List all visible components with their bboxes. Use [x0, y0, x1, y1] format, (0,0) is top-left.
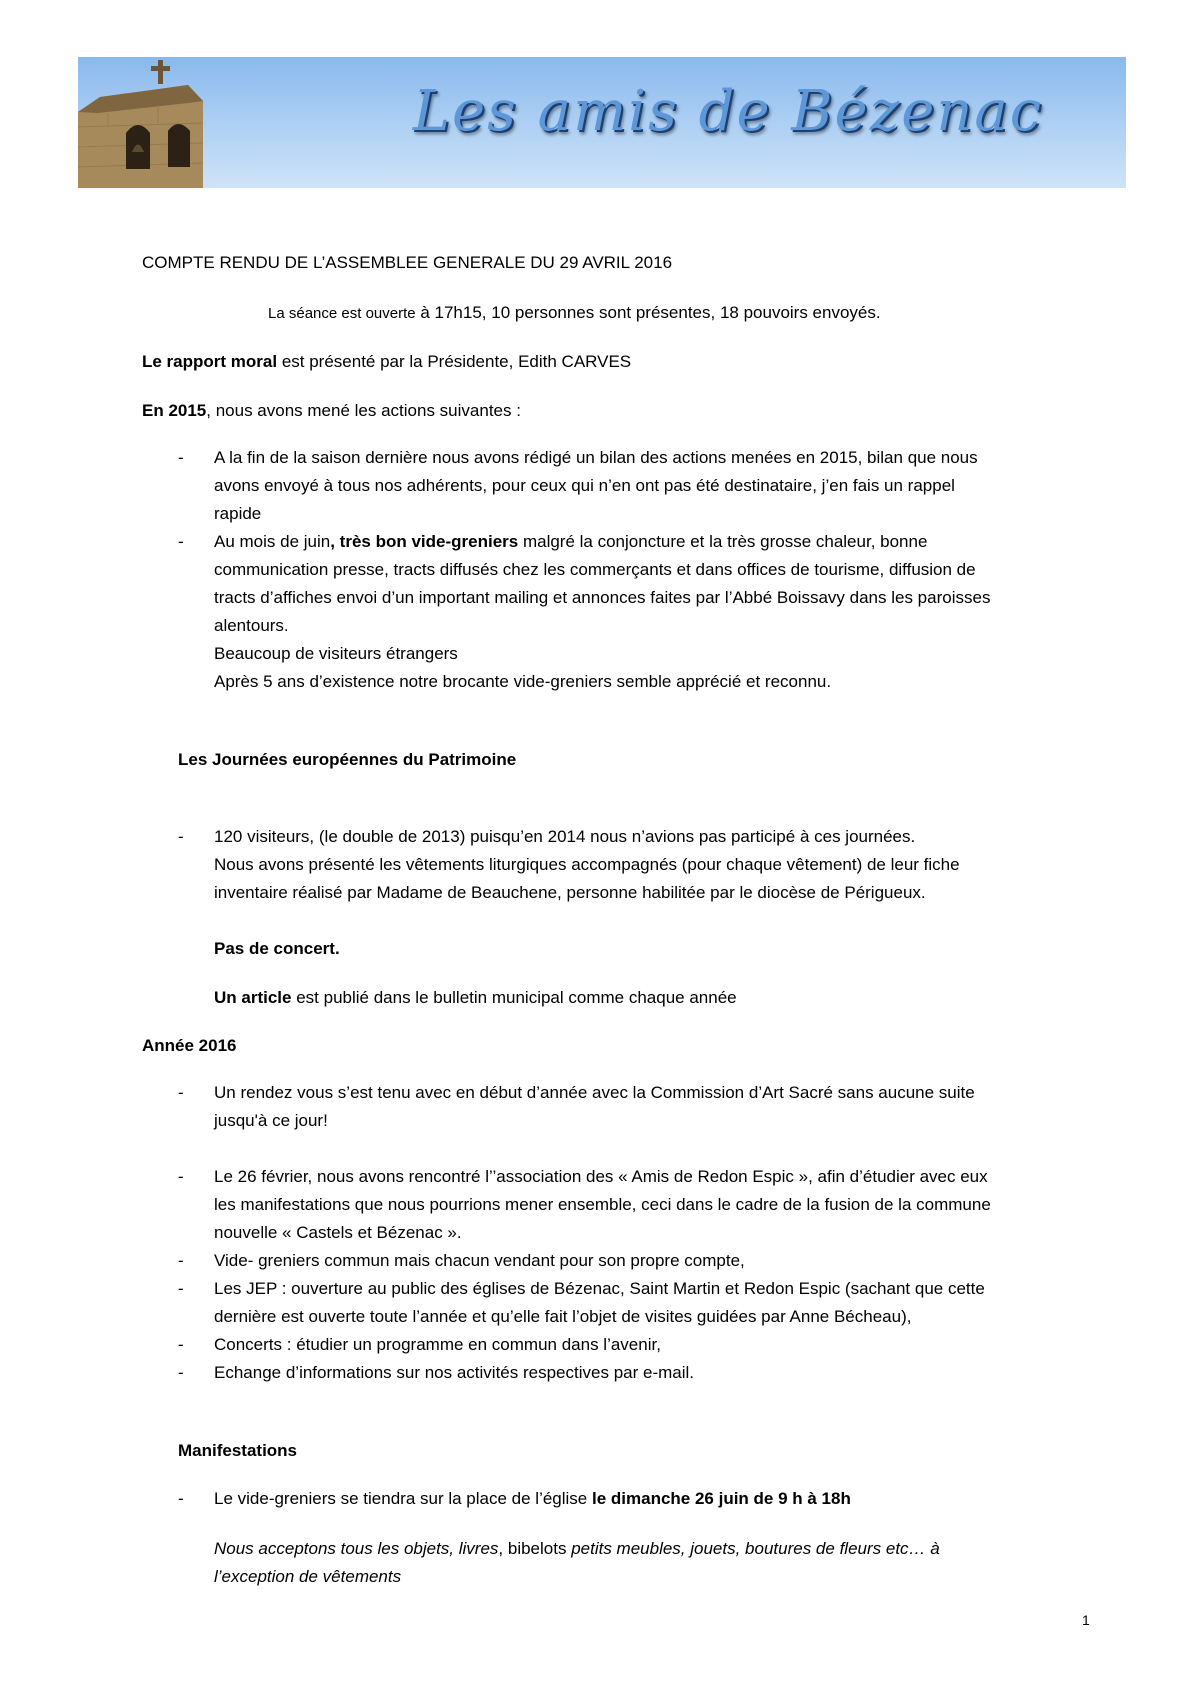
note-part-c: petits meubles, jouets, boutures de fleurs etc… à — [571, 1539, 940, 1558]
bullet-dash: - — [178, 448, 184, 467]
opening-part2: à 17h15, 10 personnes sont présentes, 18 pouvoirs envoyés. — [420, 303, 881, 322]
list2015-item2-line1 — [214, 532, 927, 552]
item2-post: malgré la conjoncture et la très grosse chaleur, bonne — [518, 532, 928, 551]
item2-bold: , très bon vide-greniers — [330, 532, 519, 551]
jep-line2: Nous avons présenté les vêtements liturgiques accompagnés (pour chaque vêtement) de leur fiche — [214, 855, 960, 874]
manif-heading: Manifestations — [178, 1441, 298, 1460]
note-part-a: Nous acceptons tous les objets, livres — [214, 1539, 499, 1558]
y2016-item1-line1: Un rendez vous s’est tenu avec en début d’année avec la Commission d’Art Sacré sans aucune suite — [214, 1083, 975, 1102]
bullet-dash: - — [178, 1335, 184, 1354]
article-line — [214, 988, 737, 1008]
y2015-text: , nous avons mené les actions suivantes : — [206, 401, 521, 420]
bullet-dash: - — [178, 532, 184, 551]
list2015-item1-line1: A la fin de la saison dernière nous avons rédigé un bilan des actions menées en 2015, bilan que nous — [214, 448, 978, 467]
opening-part1: La séance est ouverte — [268, 305, 416, 322]
jep-line1: 120 visiteurs, (le double de 2013) puisqu’en 2014 nous n’avions pas participé à ces journées. — [214, 827, 916, 846]
manif-item — [214, 1489, 851, 1509]
item2-pre: Au mois de juin — [214, 532, 331, 551]
y2016-item4-line2: dernière est ouverte toute l’année et qu’elle fait l’objet de visites guidées par Anne Bécheau), — [214, 1307, 912, 1326]
rapport-text: est présenté par la Présidente, Edith CARVES — [277, 352, 632, 371]
y2016-item5: Concerts : étudier un programme en commun dans l’avenir, — [214, 1335, 661, 1354]
article-label: Un article — [214, 988, 292, 1007]
no-concert: Pas de concert. — [214, 939, 340, 958]
y2016-item4-line1: Les JEP : ouverture au public des églises de Bézenac, Saint Martin et Redon Espic (sachant que cette — [214, 1279, 985, 1298]
banner-title: Les amis de Bézenac — [412, 79, 1044, 144]
y2016-item2-line3: nouvelle « Castels et Bézenac ». — [214, 1223, 462, 1242]
bullet-dash: - — [178, 1279, 184, 1298]
y2016-item3: Vide- greniers commun mais chacun vendant pour son propre compte, — [214, 1251, 745, 1270]
manif-item-date: le dimanche 26 juin de 9 h à 18h — [591, 1489, 851, 1508]
list2015-item2-line5: Beaucoup de visiteurs étrangers — [214, 644, 458, 663]
opening-line — [268, 303, 881, 324]
y2015-label: En 2015 — [142, 401, 207, 420]
list2015-item2-line3: tracts d’affiches envoi d’un important mailing et annonces faites par l’Abbé Boissavy dans les paroisses — [214, 588, 991, 607]
bullet-dash: - — [178, 1083, 184, 1102]
document-heading: COMPTE RENDU DE L’ASSEMBLEE GENERALE DU 29 AVRIL 2016 — [142, 253, 673, 272]
page-number: 1 — [1082, 1612, 1090, 1628]
jep-heading: Les Journées européennes du Patrimoine — [178, 750, 517, 769]
list2015-item2-line6: Après 5 ans d’existence notre brocante vide-greniers semble apprécié et reconnu. — [214, 672, 832, 691]
bullet-dash: - — [178, 1489, 184, 1508]
bullet-dash: - — [178, 1251, 184, 1270]
rapport-label: Le rapport moral — [142, 352, 278, 371]
note-part-b: , bibelots — [498, 1539, 572, 1558]
y2015-line — [142, 401, 521, 421]
y2016-item2-line2: les manifestations que nous pourrions mener ensemble, ceci dans le cadre de la fusion de la commune — [214, 1195, 991, 1214]
y2016-item1-line2: jusqu'à ce jour! — [214, 1111, 328, 1130]
list2015-item2-line4: alentours. — [214, 616, 289, 635]
list2015-item1-line3: rapide — [214, 504, 262, 523]
article-text: est publié dans le bulletin municipal comme chaque année — [291, 988, 737, 1007]
y2016-item6: Echange d’informations sur nos activités respectives par e-mail. — [214, 1363, 694, 1382]
y2016-heading: Année 2016 — [142, 1036, 237, 1055]
header-banner — [78, 57, 1126, 188]
rapport-line — [142, 352, 631, 372]
list2015-item1-line2: avons envoyé à tous nos adhérents, pour ceux qui n’en ont pas été destinataire, j’en fais un rappel — [214, 476, 955, 495]
bullet-dash: - — [178, 827, 184, 846]
y2016-item2-line1: Le 26 février, nous avons rencontré l’’association des « Amis de Redon Espic », afin d’étudier avec eux — [214, 1167, 988, 1186]
manif-item-text: Le vide-greniers se tiendra sur la place de l’église — [214, 1489, 592, 1508]
bullet-dash: - — [178, 1363, 184, 1382]
manif-note-line1 — [214, 1539, 940, 1559]
jep-line3: inventaire réalisé par Madame de Beauchene, personne habilitée par le diocèse de Périgueux. — [214, 883, 926, 902]
manif-note-line2: l’exception de vêtements — [214, 1567, 402, 1586]
bullet-dash: - — [178, 1167, 184, 1186]
list2015-item2-line2: communication presse, tracts diffusés chez les commerçants et dans offices de tourisme, diffusion de — [214, 560, 976, 579]
